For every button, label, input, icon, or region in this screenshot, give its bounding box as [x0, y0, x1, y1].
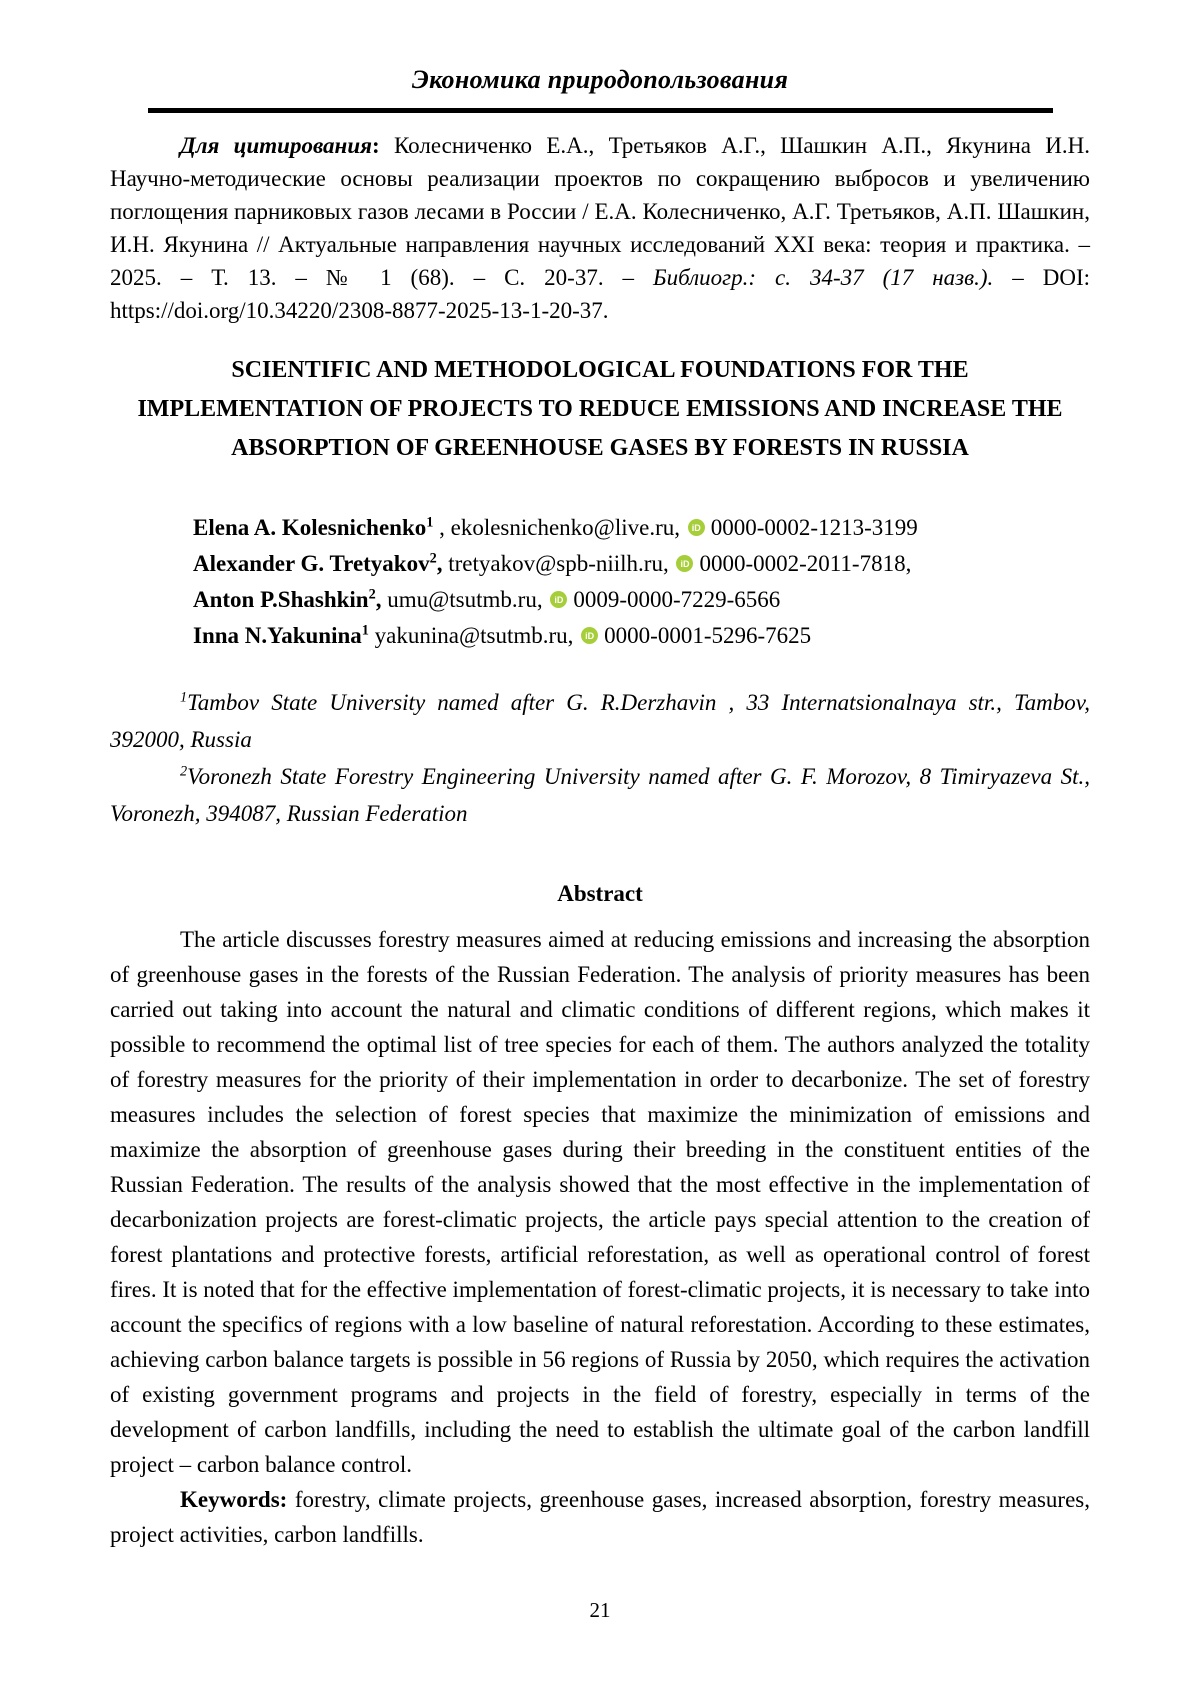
keywords-text: forestry, climate projects, greenhouse gases, increased absorption, forestry measures, project activities, carbon landfills. [110, 1487, 1090, 1547]
affiliation-text: Tambov State University named after G. R.Derzhavin , 33 Internatsionalnaya str., Tambov, 392000, Russia [110, 690, 1090, 752]
author-name: Alexander G. Tretyakov [193, 551, 430, 576]
keywords-paragraph [110, 1482, 1090, 1552]
author-line-tail: , [905, 551, 912, 576]
author-orcid-id: 0000-0002-2011-7818 [699, 551, 906, 576]
citation-label: Для цитирования [180, 133, 372, 158]
author-affiliation-sup: 1 [361, 622, 369, 639]
journal-section-header: Экономика природопользования [411, 65, 789, 94]
orcid-icon-label: iD [585, 630, 595, 641]
orcid-icon-label: iD [691, 522, 701, 533]
orcid-icon [688, 519, 705, 536]
citation-colon: : [371, 133, 394, 158]
author-name: Elena A. Kolesnichenko [193, 515, 427, 540]
author-affiliation-sup: 2 [429, 550, 437, 567]
author-email: tretyakov@spb-niilh.ru, [442, 551, 675, 576]
orcid-icon-label: iD [554, 594, 564, 605]
citation-bibliography: Библиогр.: с. 34-37 (17 назв.). [653, 265, 994, 290]
author-orcid-id: 0000-0002-1213-3199 [710, 515, 918, 540]
paper-title-line-2: IMPLEMENTATION OF PROJECTS TO REDUCE EMISSIONS AND INCREASE THE [137, 396, 1063, 422]
orcid-icon-label: iD [680, 558, 690, 569]
citation-doi-label: – DOI: [993, 265, 1091, 290]
paper-title-line-1: SCIENTIFIC AND METHODOLOGICAL FOUNDATIONS FOR THE [231, 357, 969, 383]
citation-paragraph [110, 129, 1090, 327]
orcid-icon [581, 627, 598, 644]
page-number: 21 [589, 1598, 611, 1622]
author-name: Inna N.Yakunina [193, 623, 362, 648]
author-affiliation-sup: 1 [426, 514, 434, 531]
abstract-heading: Abstract [557, 881, 643, 906]
author-line [193, 510, 1090, 546]
author-affiliation-sup: 2 [368, 586, 376, 603]
affiliation-sup: 1 [180, 689, 188, 706]
authors-block [193, 510, 1090, 654]
header-divider [148, 108, 1053, 113]
doi-link[interactable]: https://doi.org/10.34220/2308-8877-2025-13-1-20-37. [110, 298, 609, 323]
author-line [193, 618, 1090, 654]
affiliation-text: Voronezh State Forestry Engineering University named after G. F. Morozov, 8 Timiryazeva St., Voronezh, 394087, Russian Federation [110, 764, 1090, 826]
keywords-label: Keywords: [180, 1487, 288, 1512]
author-orcid-id: 0009-0000-7229-6566 [573, 587, 781, 612]
affiliation [110, 684, 1090, 758]
author-email: yakunina@tsutmb.ru, [368, 623, 580, 648]
author-line [193, 582, 1090, 618]
affiliation-sup: 2 [180, 763, 188, 780]
orcid-icon [676, 555, 693, 572]
citation-body: Колесниченко Е.А., Третьяков А.Г., Шашкин А.П., Якунина И.Н. Научно-методические основы реализации проектов по сокращению выбросов и увеличению поглощения парниковых газов лесами в России / Е.А. Колесниченко, А.Г. Третьяков, А.П. Шашкин, И.Н. Якунина // Актуальные направления научных исследований XXI века: теория и практика. – 2025. – Т. 13. – № 1 (68). – С. 20-37. – [110, 133, 1091, 290]
author-name: Anton P.Shashkin [193, 587, 369, 612]
affiliations-block [110, 684, 1090, 832]
paper-title [110, 351, 1090, 468]
author-name-tail: , [375, 587, 382, 612]
affiliation [110, 758, 1090, 832]
paper-title-line-3: ABSORPTION OF GREENHOUSE GASES BY FORESTS IN RUSSIA [231, 435, 969, 461]
author-email: umu@tsutmb.ru, [381, 587, 549, 612]
author-orcid-id: 0000-0001-5296-7625 [604, 623, 812, 648]
author-name-tail: , [436, 551, 443, 576]
author-email: , ekolesnichenko@live.ru, [433, 515, 686, 540]
abstract-paragraph: The article discusses forestry measures aimed at reducing emissions and increasing the absorption of greenhouse gases in the forests of the Russian Federation. The analysis of priority measures has been carried out taking into account the natural and climatic conditions of different regions, which makes it possible to recommend the optimal list of tree species for each of them. The authors analyzed the totality of forestry measures for the priority of their implementation in order to decarbonize. The set of forestry measures includes the selection of forest species that maximize the minimization of emissions and maximize the absorption of greenhouse gases during their breeding in the constituent entities of the Russian Federation. The results of the analysis showed that the most effective in the implementation of decarbonization projects are forest-climatic projects, the article pays special attention to the creation of forest plantations and protective forests, artificial reforestation, as well as operational control of forest fires. It is noted that for the effective implementation of forest-climatic projects, it is necessary to take into account the specifics of regions with a low baseline of natural reforestation. According to these estimates, achieving carbon balance targets is possible in 56 regions of Russia by 2050, which requires the activation of existing government programs and projects in the field of forestry, especially in terms of the development of carbon landfills, including the need to establish the ultimate goal of the carbon landfill project – carbon balance control. [110, 927, 1090, 1477]
orcid-icon [550, 591, 567, 608]
author-line [193, 546, 1090, 582]
